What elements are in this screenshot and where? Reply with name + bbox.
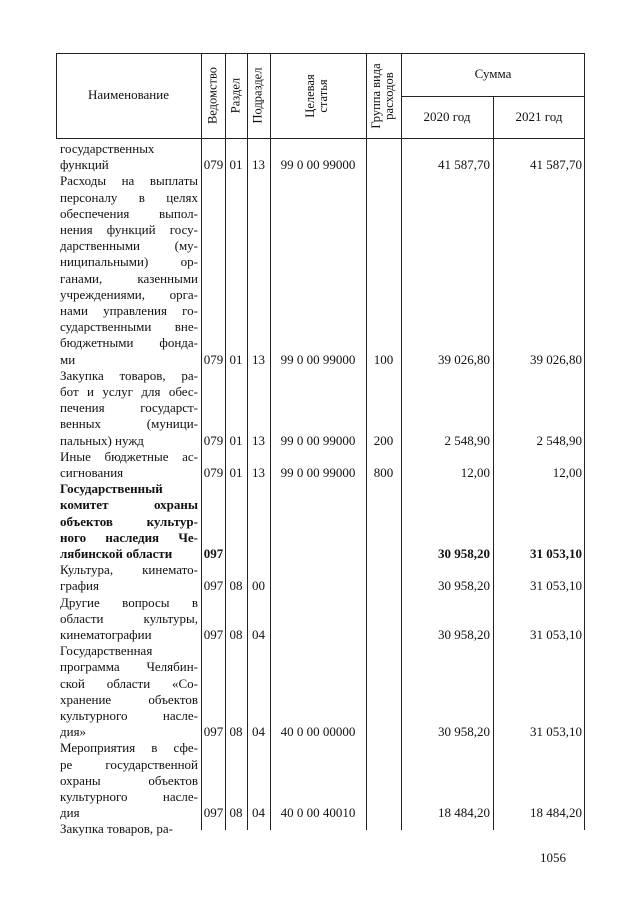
- header-section: Раздел: [228, 77, 243, 114]
- cell-group: 100: [373, 351, 394, 367]
- cell-subsection: 13: [252, 465, 265, 480]
- row-name-line: области культуры,: [60, 610, 198, 626]
- header-subsection: Подраздел: [250, 67, 265, 124]
- cell-subsection: 04: [252, 805, 265, 821]
- row-name-line: Другие вопросы в: [60, 594, 198, 610]
- cell-target: 40 0 00 40010: [280, 805, 356, 821]
- cell-dept: 097: [203, 805, 224, 821]
- cell-y2021: 39 026,80: [530, 351, 582, 367]
- cell-group: 800: [373, 465, 394, 480]
- col-border-year: [493, 96, 494, 830]
- row-name-line: графия: [60, 578, 99, 594]
- cell-y2020: 30 958,20: [438, 546, 490, 561]
- row-name-line: Мероприятия в сфе-: [60, 740, 198, 756]
- header-group-line2: расходов: [382, 72, 396, 120]
- cell-y2020: 30 958,20: [438, 627, 490, 642]
- row-name-line: Расходы на выплаты: [60, 173, 198, 189]
- cell-section: 08: [229, 578, 243, 594]
- cell-y2021: 31 053,10: [530, 546, 582, 561]
- cell-y2020: 2 548,90: [444, 432, 490, 448]
- row-name-line: бюджетными фонда-: [60, 335, 198, 351]
- row-name-line: программа Челябин-: [60, 659, 198, 675]
- header-year-2020: 2020 год: [423, 109, 471, 124]
- row-name-line: культурного насле-: [60, 789, 198, 804]
- row-name-line: ного наследия Че-: [60, 529, 198, 545]
- cell-target: 99 0 00 99000: [280, 465, 356, 480]
- row-name-line: функций: [60, 157, 109, 173]
- row-name-line: нами управления го-: [60, 303, 198, 318]
- row-name-line: сигнования: [60, 465, 124, 480]
- cell-section: 08: [229, 627, 243, 642]
- cell-dept: 079: [203, 157, 224, 173]
- header-target-line1: Целевая: [303, 74, 317, 118]
- cell-section: 08: [229, 724, 243, 740]
- cell-dept: 079: [203, 351, 224, 367]
- col-border-right: [584, 53, 585, 830]
- cell-y2020: 30 958,20: [438, 724, 490, 740]
- row-name-line: дия»: [60, 724, 87, 740]
- cell-target: 99 0 00 99000: [280, 351, 356, 367]
- row-name-line: Иные бюджетные ас-: [60, 448, 198, 464]
- cell-y2021: 12,00: [552, 465, 582, 480]
- cell-dept: 097: [203, 578, 224, 594]
- cell-dept: 079: [203, 465, 224, 480]
- row-name-line: хранение объектов: [60, 691, 198, 707]
- row-name-line: персоналу в целях: [60, 189, 198, 205]
- cell-y2020: 39 026,80: [438, 351, 490, 367]
- row-name-line: лябинской области: [60, 546, 173, 561]
- header-target: [304, 46, 332, 146]
- header-group-line1: Группа вида: [369, 63, 383, 129]
- cell-subsection: 13: [252, 351, 265, 367]
- row-name-line: дия: [60, 805, 80, 821]
- row-name-line: бот и услуг для обес-: [60, 384, 198, 399]
- row-name-line: печения государст-: [60, 400, 198, 416]
- row-name-line: объектов культур-: [60, 513, 198, 529]
- row-name-line: ре государственной: [60, 756, 198, 772]
- row-name-line: ниципальными) ор-: [60, 254, 198, 270]
- row-name-line: Закупка товаров, ра-: [60, 367, 198, 383]
- row-name-line: Закупка товаров, ра-: [60, 821, 173, 837]
- row-name-line: обеспечения выпол-: [60, 205, 198, 221]
- cell-y2020: 12,00: [460, 465, 490, 480]
- row-name-line: ганами, казенными: [60, 270, 198, 286]
- row-name-line: государственных: [60, 141, 155, 156]
- cell-subsection: 13: [252, 157, 265, 173]
- row-name-line: культурного насле-: [60, 708, 198, 723]
- cell-dept: 097: [203, 724, 224, 740]
- cell-section: 01: [229, 465, 243, 480]
- row-name-line: Культура, кинемато-: [60, 562, 198, 578]
- row-name-line: Государственный: [60, 481, 163, 497]
- cell-section: 08: [229, 805, 243, 821]
- cell-subsection: 04: [252, 627, 265, 642]
- cell-target: 99 0 00 99000: [280, 157, 356, 173]
- cell-y2020: 30 958,20: [438, 578, 490, 594]
- row-name-line: ской области «Со-: [60, 675, 198, 691]
- page-number: 1056: [540, 850, 566, 865]
- cell-y2021: 41 587,70: [530, 157, 582, 173]
- cell-dept: 097: [203, 627, 224, 642]
- row-name-line: нения функций госу-: [60, 222, 198, 237]
- header-target-line2: статья: [316, 79, 330, 113]
- row-name-line: венных (муници-: [60, 416, 198, 432]
- cell-y2021: 31 053,10: [530, 578, 582, 594]
- row-name-line: охраны объектов: [60, 772, 198, 788]
- row-name-line: Государственная: [60, 643, 153, 659]
- row-name-line: дарственными (му-: [60, 238, 198, 254]
- cell-subsection: 04: [252, 724, 265, 740]
- header-dept: Ведомство: [205, 66, 220, 125]
- cell-y2020: 41 587,70: [438, 157, 490, 173]
- cell-y2021: 31 053,10: [530, 724, 582, 740]
- cell-y2021: 2 548,90: [536, 432, 582, 448]
- cell-section: 01: [229, 157, 243, 173]
- cell-dept: 097: [203, 546, 224, 561]
- row-name-line: сударственными вне-: [60, 319, 198, 335]
- header-name: Наименование: [88, 87, 169, 102]
- row-name-line: учреждениями, орга-: [60, 286, 198, 302]
- header-group: [370, 46, 398, 146]
- row-name-line: комитет охраны: [60, 497, 198, 513]
- cell-y2021: 31 053,10: [530, 627, 582, 642]
- cell-target: 99 0 00 99000: [280, 432, 356, 448]
- cell-group: 200: [373, 432, 394, 448]
- cell-target: 40 0 00 00000: [280, 724, 356, 740]
- header-sum: Сумма: [474, 66, 512, 81]
- cell-subsection: 13: [252, 432, 265, 448]
- header-year-2021: 2021 год: [515, 109, 563, 124]
- row-name-line: пальных) нужд: [60, 432, 144, 448]
- cell-y2020: 18 484,20: [438, 805, 490, 821]
- row-name-line: кинематографии: [60, 627, 152, 642]
- cell-section: 01: [229, 351, 243, 367]
- cell-dept: 079: [203, 432, 224, 448]
- cell-y2021: 18 484,20: [530, 805, 582, 821]
- cell-section: 01: [229, 432, 243, 448]
- cell-subsection: 00: [252, 578, 265, 594]
- row-name-line: ми: [60, 351, 76, 367]
